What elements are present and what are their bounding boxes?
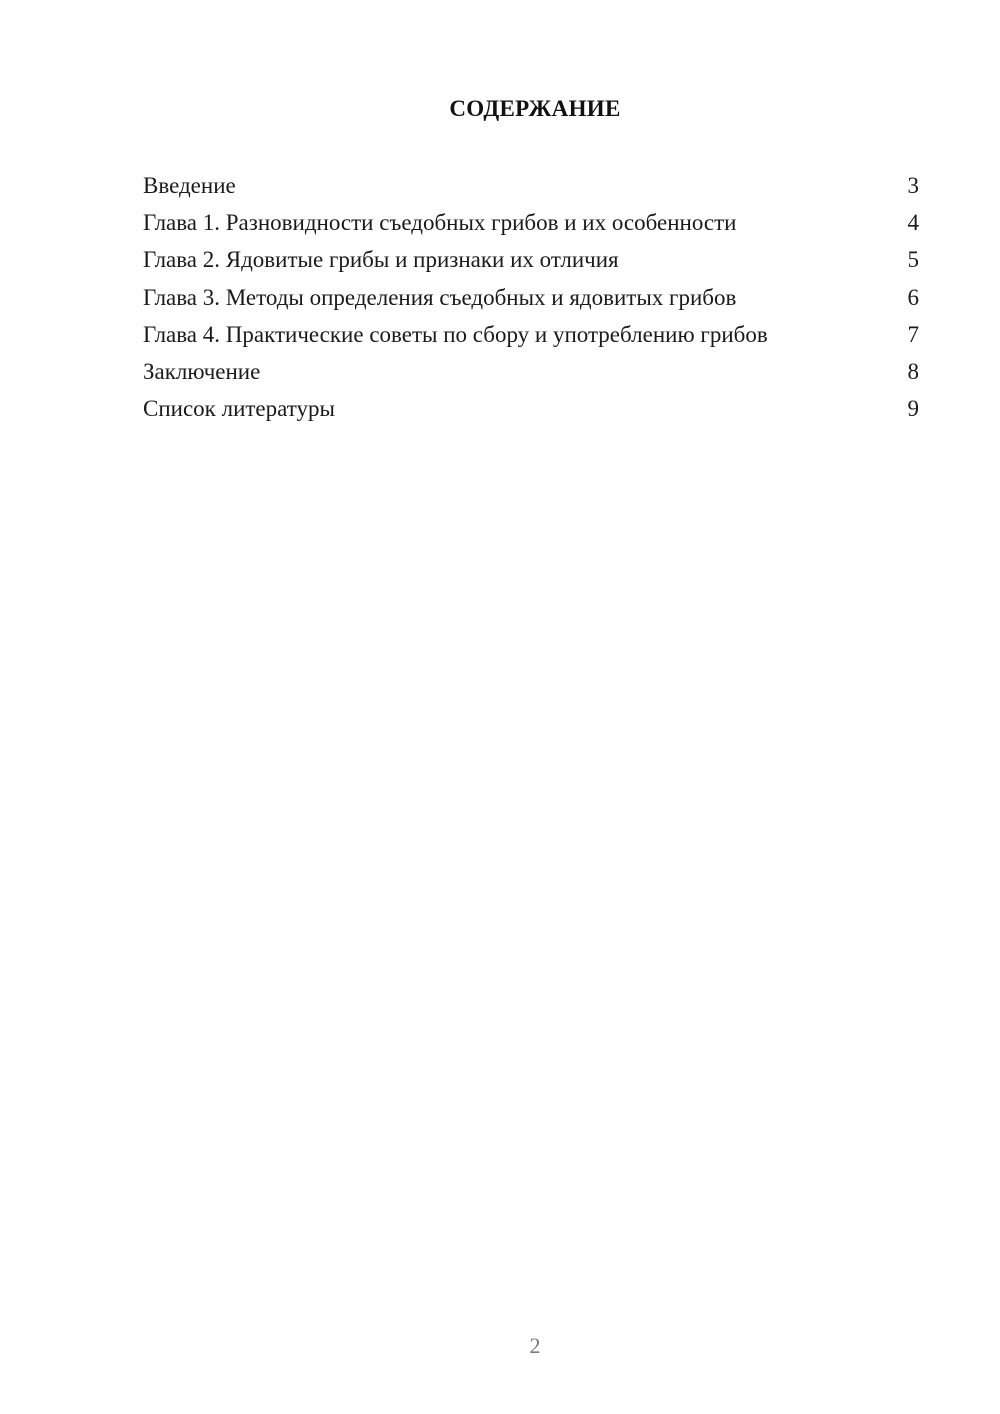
toc-entry-page: 3	[907, 173, 919, 198]
toc-entry-chapter-1[interactable]	[143, 204, 919, 241]
toc-entry-introduction[interactable]	[143, 167, 919, 204]
toc-entry-references[interactable]	[143, 390, 919, 427]
toc-entry-label: Введение	[143, 173, 236, 198]
toc-entry-label: Глава 2. Ядовитые грибы и признаки их отличия	[143, 247, 619, 273]
toc-entry-label: Список литературы	[143, 396, 335, 422]
toc-entry-label: Заключение	[143, 358, 261, 384]
toc-entry-page: 5	[907, 247, 919, 273]
toc-entry-chapter-2[interactable]	[143, 241, 919, 278]
toc-entry-page: 4	[907, 210, 919, 236]
toc-entry-label: Глава 4. Практические советы по сбору и употреблению грибов	[143, 321, 768, 347]
page-number: 2	[529, 1333, 541, 1358]
toc-entry-chapter-4[interactable]	[143, 316, 919, 353]
toc-entry-page: 8	[907, 358, 919, 384]
toc-entry-label: Глава 3. Методы определения съедобных и ядовитых грибов	[143, 284, 737, 310]
toc-entry-label: Глава 1. Разновидности съедобных грибов и их особенности	[143, 210, 737, 236]
toc-entry-conclusion[interactable]	[143, 353, 919, 390]
toc-entry-chapter-3[interactable]	[143, 279, 919, 316]
table-of-contents	[143, 167, 919, 427]
toc-title: СОДЕРЖАНИЕ	[449, 96, 621, 121]
toc-entry-page: 9	[907, 396, 919, 422]
toc-entry-page: 7	[907, 321, 919, 347]
toc-entry-page: 6	[907, 284, 919, 310]
